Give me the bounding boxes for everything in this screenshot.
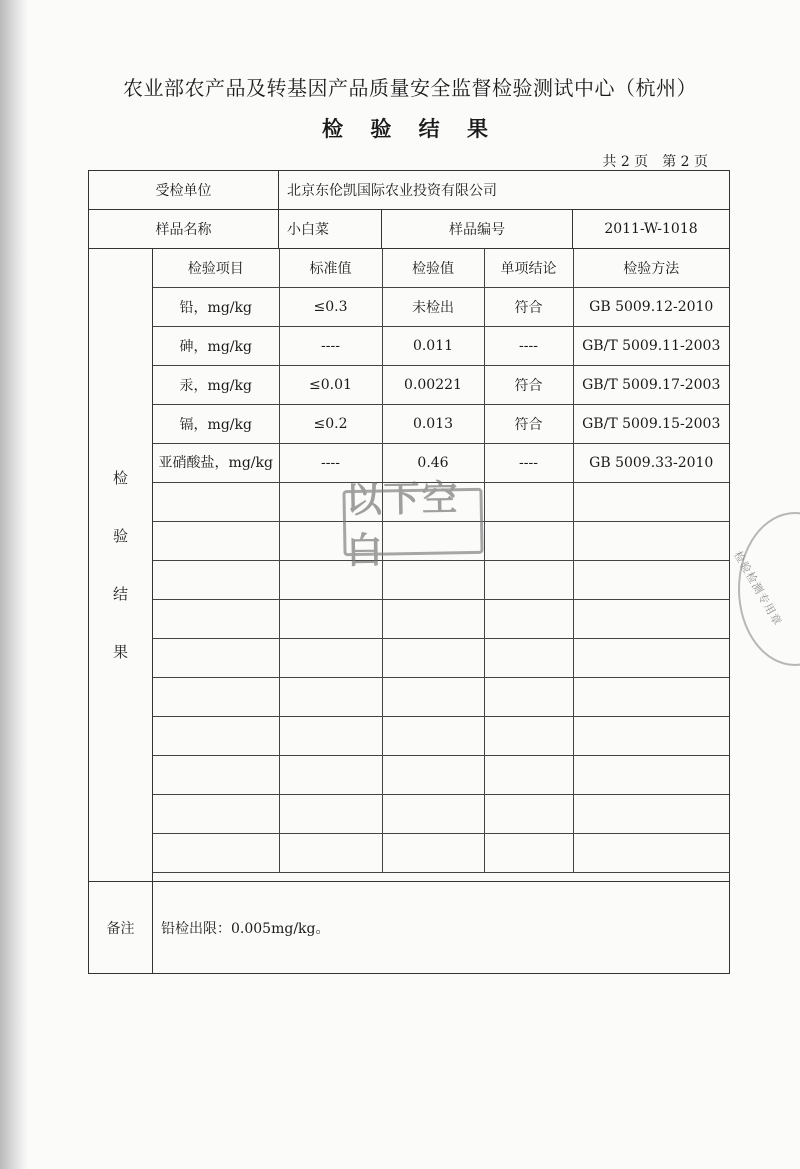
cell-method: GB 5009.33-2010	[573, 444, 729, 483]
empty-cell	[573, 483, 729, 522]
cell-method: GB/T 5009.17-2003	[573, 366, 729, 405]
cell-conclusion: 符合	[484, 288, 573, 327]
empty-cell	[153, 756, 279, 795]
cell-value: 未检出	[382, 288, 484, 327]
empty-cell	[484, 600, 573, 639]
empty-cell	[382, 600, 484, 639]
empty-cell	[153, 834, 279, 873]
cell-standard: ----	[279, 327, 382, 366]
empty-cell	[382, 639, 484, 678]
page-number	[588, 151, 708, 171]
col-header-value: 检验值	[382, 249, 484, 288]
empty-cell	[153, 522, 279, 561]
remark-label: 备注	[89, 882, 153, 974]
document-title: 检 验 结 果	[322, 116, 498, 141]
table-row	[153, 405, 729, 444]
empty-cell	[573, 717, 729, 756]
table-row	[153, 288, 729, 327]
cell-item: 汞，mg/kg	[153, 366, 279, 405]
empty-cell	[153, 717, 279, 756]
empty-table-row	[153, 639, 729, 678]
cell-item: 镉，mg/kg	[153, 405, 279, 444]
cell-conclusion: 符合	[484, 366, 573, 405]
empty-cell	[484, 717, 573, 756]
empty-cell	[573, 561, 729, 600]
cell-conclusion: 符合	[484, 405, 573, 444]
empty-cell	[153, 600, 279, 639]
sample-id-value: 2011-W-1018	[573, 210, 730, 249]
client-row	[89, 171, 730, 210]
empty-cell	[573, 522, 729, 561]
empty-cell	[484, 756, 573, 795]
cell-standard: ≤0.3	[279, 288, 382, 327]
empty-cell	[573, 639, 729, 678]
empty-table-row	[153, 678, 729, 717]
official-seal-text: 检验检测专用章	[731, 549, 785, 629]
empty-cell	[382, 678, 484, 717]
empty-table-row	[153, 600, 729, 639]
cell-value: 0.46	[382, 444, 484, 483]
empty-cell	[484, 561, 573, 600]
empty-table-row	[153, 717, 729, 756]
sample-row	[89, 210, 730, 249]
cell-value: 0.00221	[382, 366, 484, 405]
cell-value: 0.013	[382, 405, 484, 444]
empty-cell	[484, 795, 573, 834]
empty-cell	[573, 795, 729, 834]
side-char: 验	[112, 527, 128, 545]
empty-cell	[279, 795, 382, 834]
col-header-standard: 标准值	[279, 249, 382, 288]
cell-item: 砷，mg/kg	[153, 327, 279, 366]
col-header-method: 检验方法	[573, 249, 729, 288]
empty-table-row	[153, 756, 729, 795]
cell-conclusion: ----	[484, 327, 573, 366]
sample-name-label: 样品名称	[89, 210, 279, 249]
cell-value: 0.011	[382, 327, 484, 366]
empty-cell	[153, 639, 279, 678]
side-char: 结	[112, 585, 128, 603]
cell-standard: ≤0.01	[279, 366, 382, 405]
client-label: 受检单位	[89, 171, 279, 210]
remark-text: 铅检出限：0.005mg/kg。	[153, 882, 730, 974]
official-seal	[738, 512, 800, 666]
empty-cell	[573, 756, 729, 795]
table-row	[153, 366, 729, 405]
page-current: 第 2 页	[662, 154, 708, 170]
cell-standard: ----	[279, 444, 382, 483]
empty-cell	[279, 834, 382, 873]
empty-cell	[279, 678, 382, 717]
empty-table-row	[153, 795, 729, 834]
blank-below-stamp: 以下空白	[342, 488, 483, 556]
cell-method: GB/T 5009.15-2003	[573, 405, 729, 444]
empty-cell	[279, 756, 382, 795]
scan-shadow-edge	[0, 0, 28, 1169]
client-value: 北京东伦凯国际农业投资有限公司	[279, 171, 730, 210]
page-total: 共 2 页	[602, 154, 649, 170]
cell-method: GB 5009.12-2010	[573, 288, 729, 327]
empty-cell	[382, 795, 484, 834]
results-header-row	[153, 249, 729, 288]
empty-cell	[573, 600, 729, 639]
organization-title: 农业部农产品及转基因产品质量安全监督检验测试中心（杭州）	[123, 76, 697, 100]
empty-cell	[153, 795, 279, 834]
empty-cell	[484, 522, 573, 561]
cell-standard: ≤0.2	[279, 405, 382, 444]
col-header-conclusion: 单项结论	[484, 249, 573, 288]
results-side-label	[89, 249, 153, 882]
cell-item: 铅，mg/kg	[153, 288, 279, 327]
cell-conclusion: ----	[484, 444, 573, 483]
table-row	[153, 327, 729, 366]
cell-method: GB/T 5009.11-2003	[573, 327, 729, 366]
empty-cell	[484, 483, 573, 522]
sample-id-label: 样品编号	[382, 210, 573, 249]
empty-cell	[484, 678, 573, 717]
empty-table-row	[153, 834, 729, 873]
remark-row	[89, 882, 730, 974]
empty-cell	[573, 678, 729, 717]
empty-cell	[153, 483, 279, 522]
empty-cell	[382, 834, 484, 873]
empty-cell	[484, 834, 573, 873]
empty-cell	[573, 834, 729, 873]
col-header-item: 检验项目	[153, 249, 279, 288]
empty-cell	[153, 561, 279, 600]
side-char: 检	[112, 469, 128, 487]
empty-cell	[279, 717, 382, 756]
empty-cell	[382, 717, 484, 756]
empty-cell	[153, 678, 279, 717]
cell-item: 亚硝酸盐，mg/kg	[153, 444, 279, 483]
empty-cell	[279, 600, 382, 639]
empty-cell	[279, 639, 382, 678]
empty-cell	[382, 756, 484, 795]
side-char: 果	[112, 643, 128, 661]
sample-name-value: 小白菜	[279, 210, 382, 249]
empty-cell	[484, 639, 573, 678]
